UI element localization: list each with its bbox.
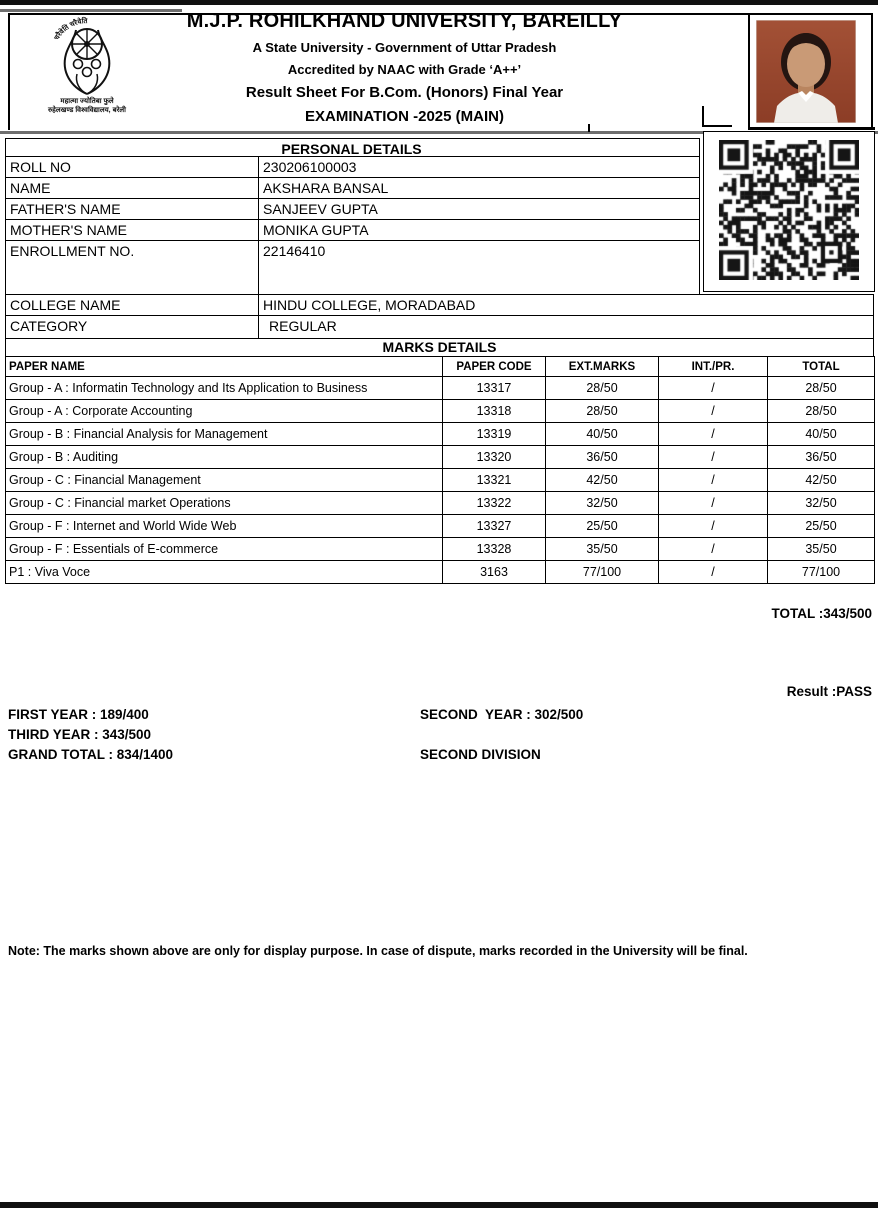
bottom-black-bar xyxy=(0,1202,878,1208)
field-value-college-name: HINDU COLLEGE, MORADABAD xyxy=(258,294,874,316)
student-photo-image xyxy=(756,20,856,123)
result-status: Result :PASS xyxy=(786,684,872,699)
paper-name: Group - C : Financial Management xyxy=(6,469,443,492)
field-value-enrollment-no: 22146410 xyxy=(258,240,700,295)
field-label-fathers-name: FATHER'S NAME xyxy=(5,198,259,220)
table-row xyxy=(6,446,875,469)
int-pr: / xyxy=(659,423,768,446)
paper-name: Group - F : Essentials of E-commerce xyxy=(6,538,443,561)
paper-code: 13328 xyxy=(443,538,546,561)
row-total: 25/50 xyxy=(768,515,875,538)
ext-marks: 25/50 xyxy=(546,515,659,538)
paper-name: Group - B : Auditing xyxy=(6,446,443,469)
division: SECOND DIVISION xyxy=(420,747,541,762)
paper-code: 13317 xyxy=(443,377,546,400)
ext-marks: 36/50 xyxy=(546,446,659,469)
field-label-roll-no: ROLL NO xyxy=(5,156,259,178)
row-total: 28/50 xyxy=(768,377,875,400)
field-label-mothers-name: MOTHER'S NAME xyxy=(5,219,259,241)
row-total: 35/50 xyxy=(768,538,875,561)
logo-arc-text: चरैवेति चरैवेति xyxy=(53,17,88,42)
col-ext-marks: EXT.MARKS xyxy=(546,357,659,377)
grand-total-of-year: TOTAL :343/500 xyxy=(771,606,872,621)
row-total: 28/50 xyxy=(768,400,875,423)
qr-code-box xyxy=(703,131,875,292)
paper-code: 3163 xyxy=(443,561,546,584)
photo-box-bottom-border xyxy=(748,127,875,130)
row-total: 42/50 xyxy=(768,469,875,492)
exam-title: EXAMINATION -2025 (MAIN) xyxy=(305,108,504,125)
table-row xyxy=(6,492,875,515)
logo-caption-line1: महात्मा ज्योतिबा फुले xyxy=(60,98,114,105)
int-pr: / xyxy=(659,400,768,423)
university-logo xyxy=(32,2,142,114)
row-total: 36/50 xyxy=(768,446,875,469)
marks-table xyxy=(5,356,875,584)
table-row xyxy=(6,377,875,400)
paper-name: Group - B : Financial Analysis for Management xyxy=(6,423,443,446)
personal-details-title: PERSONAL DETAILS xyxy=(5,138,700,157)
accreditation-line: Accredited by NAAC with Grade ‘A++’ xyxy=(287,62,522,77)
table-row xyxy=(6,400,875,423)
paper-code: 13319 xyxy=(443,423,546,446)
field-value-roll-no: 230206100003 xyxy=(258,156,700,178)
university-emblem-icon xyxy=(32,2,142,114)
ext-marks: 28/50 xyxy=(546,377,659,400)
disclaimer-note: Note: The marks shown above are only for display purpose. In case of dispute, marks recorded in the University will be final. xyxy=(8,944,748,958)
field-value-category: REGULAR xyxy=(258,315,874,339)
qr-code xyxy=(719,140,859,280)
int-pr: / xyxy=(659,561,768,584)
sheet-title: Result Sheet For B.Com. (Honors) Final Year xyxy=(245,84,564,101)
row-total: 32/50 xyxy=(768,492,875,515)
row-total: 40/50 xyxy=(768,423,875,446)
table-row xyxy=(6,561,875,584)
int-pr: / xyxy=(659,469,768,492)
ext-marks: 32/50 xyxy=(546,492,659,515)
int-pr: / xyxy=(659,377,768,400)
paper-code: 13327 xyxy=(443,515,546,538)
header-titles xyxy=(132,10,677,125)
table-row xyxy=(6,538,875,561)
paper-name: Group - A : Informatin Technology and Its Application to Business xyxy=(6,377,443,400)
int-pr: / xyxy=(659,446,768,469)
int-pr: / xyxy=(659,515,768,538)
col-paper-code: PAPER CODE xyxy=(443,357,546,377)
field-label-college-name: COLLEGE NAME xyxy=(5,294,259,316)
paper-code: 13318 xyxy=(443,400,546,423)
int-pr: / xyxy=(659,538,768,561)
logo-caption-line2: रुहेलखण्ड विश्वविद्यालय, बरेली xyxy=(47,107,127,114)
second-year-total: SECOND YEAR : 302/500 xyxy=(420,707,584,722)
paper-code: 13320 xyxy=(443,446,546,469)
table-row xyxy=(6,469,875,492)
row-total: 77/100 xyxy=(768,561,875,584)
field-value-fathers-name: SANJEEV GUPTA xyxy=(258,198,700,220)
third-year-total: THIRD YEAR : 343/500 xyxy=(8,727,152,742)
paper-name: P1 : Viva Voce xyxy=(6,561,443,584)
field-value-mothers-name: MONIKA GUPTA xyxy=(258,219,700,241)
int-pr: / xyxy=(659,492,768,515)
table-row xyxy=(6,423,875,446)
field-value-name: AKSHARA BANSAL xyxy=(258,177,700,199)
grand-total-all-years: GRAND TOTAL : 834/1400 xyxy=(8,747,174,762)
ext-marks: 28/50 xyxy=(546,400,659,423)
col-total: TOTAL xyxy=(768,357,875,377)
first-year-total: FIRST YEAR : 189/400 xyxy=(8,707,149,722)
paper-name: Group - C : Financial market Operations xyxy=(6,492,443,515)
paper-code: 13322 xyxy=(443,492,546,515)
field-label-name: NAME xyxy=(5,177,259,199)
field-label-category: CATEGORY xyxy=(5,315,259,339)
student-photo xyxy=(756,20,856,123)
paper-code: 13321 xyxy=(443,469,546,492)
col-paper-name: PAPER NAME xyxy=(6,357,443,377)
university-subtitle: A State University - Government of Uttar Pradesh xyxy=(252,40,557,55)
field-label-enrollment-no: ENROLLMENT NO. xyxy=(5,240,259,295)
ext-marks: 40/50 xyxy=(546,423,659,446)
marks-details-title: MARKS DETAILS xyxy=(5,338,874,357)
paper-name: Group - F : Internet and World Wide Web xyxy=(6,515,443,538)
col-int-pr: INT./PR. xyxy=(659,357,768,377)
marks-header-row xyxy=(6,357,875,377)
ext-marks: 42/50 xyxy=(546,469,659,492)
paper-name: Group - A : Corporate Accounting xyxy=(6,400,443,423)
table-row xyxy=(6,515,875,538)
ext-marks: 77/100 xyxy=(546,561,659,584)
photo-box-divider xyxy=(748,15,750,128)
ext-marks: 35/50 xyxy=(546,538,659,561)
university-name: M.J.P. ROHILKHAND UNIVERSITY, BAREILLY xyxy=(186,10,623,32)
